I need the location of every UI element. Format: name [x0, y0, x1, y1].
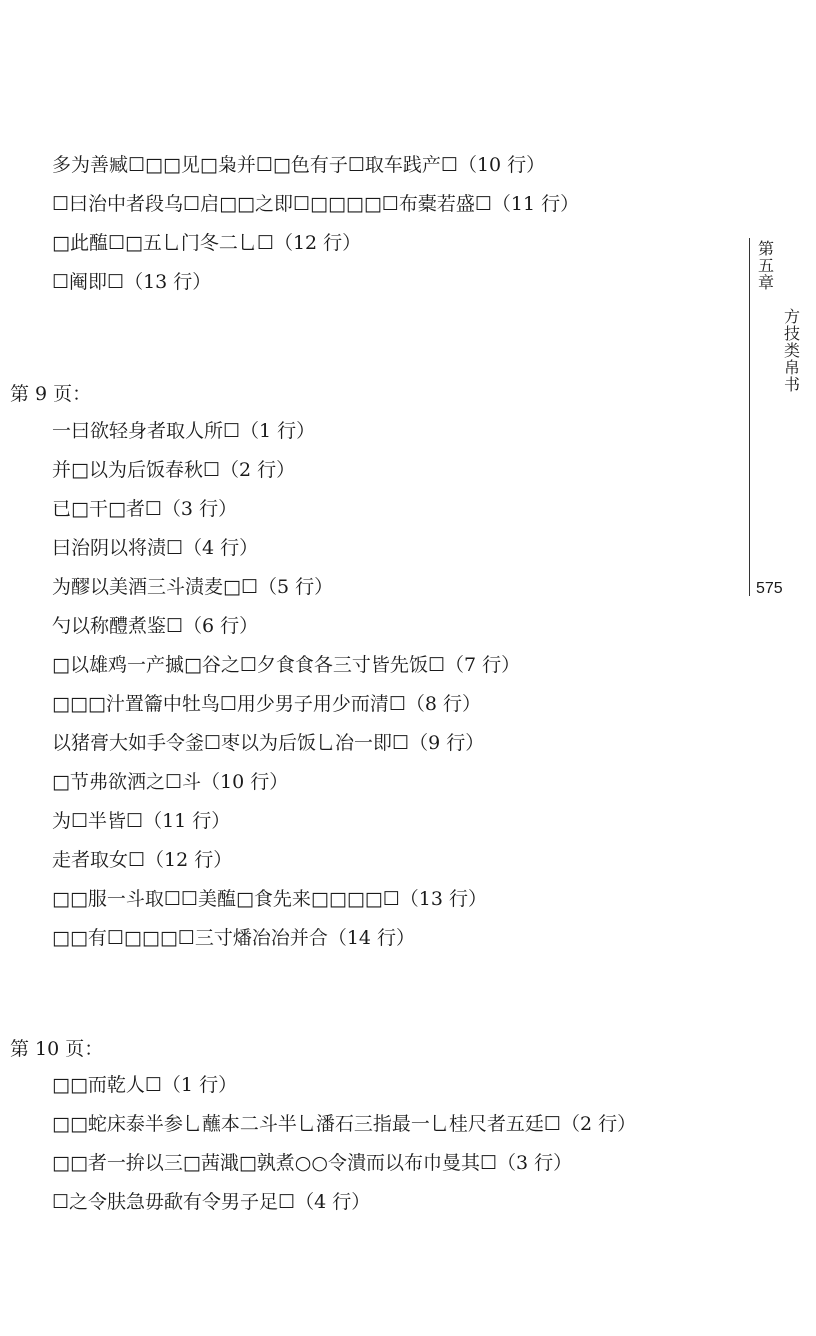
text-line: 以猪膏大如手令釜☐枣以为后饭乚冶一即☐（9 行） [52, 732, 485, 754]
text-line: ☐曰治中者段乌☐启□□之即☐□□□□☐布橐若盛☐（11 行） [52, 193, 580, 215]
text-line: ☐阉即☐（13 行） [52, 271, 212, 293]
text-line: 一曰欲轻身者取人所☐（1 行） [52, 420, 316, 442]
text-line: □□□汁置籥中牡鸟☐用少男子用少而清☐（8 行） [52, 693, 482, 715]
text-line: 并□以为后饭春秋☐（2 行） [52, 459, 296, 481]
chapter-label: 第五章 [757, 239, 774, 292]
text-line: □以雄鸡一产摵□谷之☐夕食食各三寸皆先饭☐（7 行） [52, 654, 521, 676]
text-line: 为醪以美酒三斗渍麦□☐（5 行） [52, 576, 334, 598]
text-line: □□服一斗取☐☐美醢□食先来□□□□☐（13 行） [52, 888, 487, 910]
text-line: □节弗欲洒之☐斗（10 行） [52, 771, 289, 793]
text-line: 勺以称醴煮鉴☐（6 行） [52, 615, 259, 637]
text-line: □□蛇床泰半参乚蘸本二斗半乚潘石三指最一乚桂尺者五廷☐（2 行） [52, 1113, 637, 1135]
section-heading-page-10: 第 10 页： [10, 1038, 104, 1060]
margin-divider [749, 238, 750, 596]
text-line: □□而乾人☐（1 行） [52, 1074, 238, 1096]
text-line: ☐之令肤急毋歃有令男子足☐（4 行） [52, 1191, 371, 1213]
text-line: □□者一拚以三□茜濈□孰煮○○令潰而以布巾曼其☐（3 行） [52, 1152, 573, 1174]
text-line: □□有☐□□□☐三寸燔冶冶并合（14 行） [52, 927, 416, 949]
text-line: 为☐半皆☐（11 行） [52, 810, 231, 832]
text-line: □此醢☐□五乚门冬二乚☐（12 行） [52, 232, 362, 254]
text-line: 曰治阴以将渍☐（4 行） [52, 537, 259, 559]
page-number: 575 [756, 580, 783, 597]
section-heading-page-9: 第 9 页： [10, 383, 92, 405]
chapter-title: 方技类帛书 [783, 307, 800, 394]
text-line: 走者取女☐（12 行） [52, 849, 233, 871]
text-line: 已□干□者☐（3 行） [52, 498, 238, 520]
text-line: 多为善臧☐□□见□枭并☐□色有子☐取车践产☐（10 行） [52, 154, 546, 176]
